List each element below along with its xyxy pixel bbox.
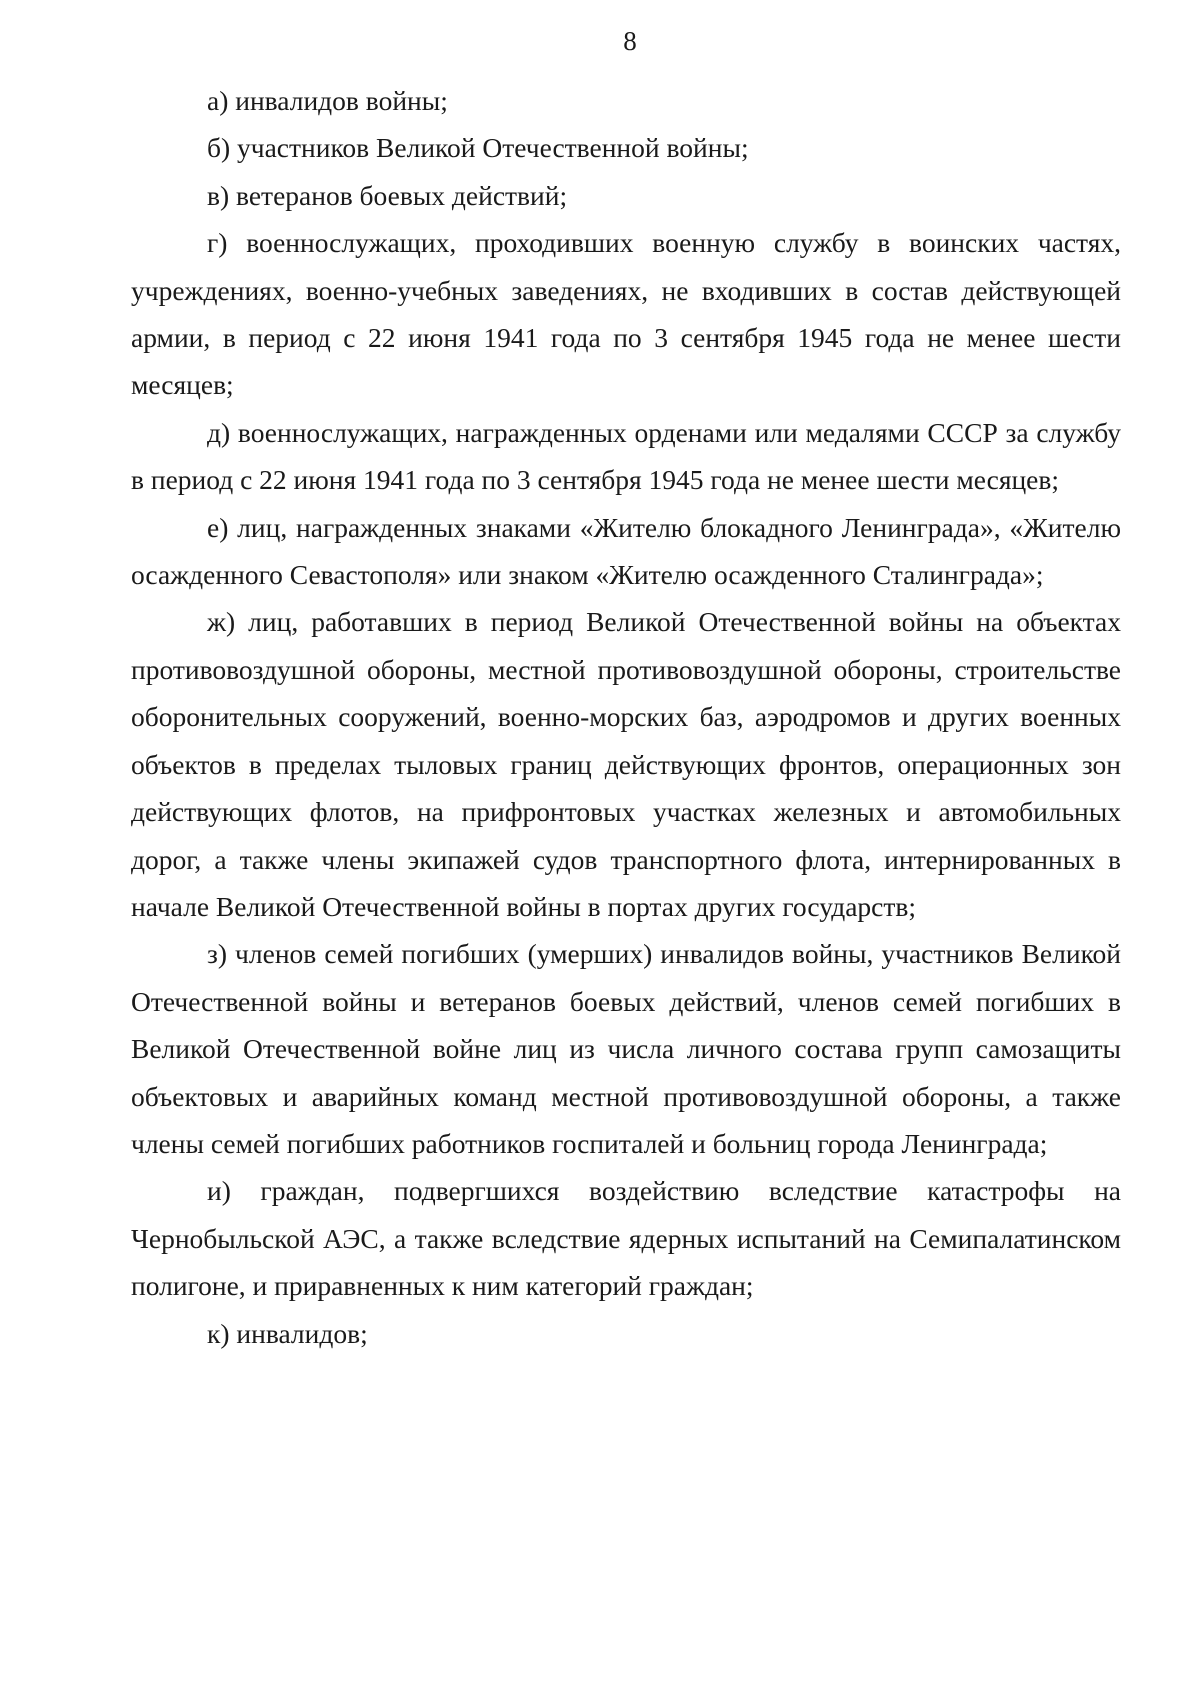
list-item-d: д) военнослужащих, награжденных орденами или медалями СССР за службу в период с 22 июня 1941 года по 3 сентября 1945 года не менее шести месяцев; [131, 416, 1121, 496]
document-body [131, 77, 1121, 1357]
list-item-e: е) лиц, награжденных знаками «Жителю блокадного Ленинграда», «Жителю осажденного Севастополя» или знаком «Жителю осажденного Сталинграда»; [131, 511, 1121, 591]
list-item-k: к) инвалидов; [207, 1317, 368, 1349]
list-item-a: а) инвалидов войны; [207, 85, 448, 116]
list-item-g: г) военнослужащих, проходивших военную службу в воинских частях, учреждениях, военно-учебных заведениях, не входивших в состав действующей армии, в период с 22 июня 1941 года по 3 сентября 1945 года не менее шести месяцев; [131, 227, 1121, 401]
list-item-v: в) ветеранов боевых действий; [207, 179, 568, 211]
list-item-zh: ж) лиц, работавших в период Великой Отечественной войны на объектах противовоздушной обороны, местной противовоздушной обороны, строительстве оборонительных сооружений, военно-морских баз, аэродромов и других военных объектов в пределах тыловых границ действующих фронтов, операционных зон действующих флотов, на прифронтовых участках железных и автомобильных дорог, а также члены экипажей судов транспортного флота, интернированных в начале Великой Отечественной войны в портах других государств; [131, 606, 1121, 922]
list-item-b: б) участников Великой Отечественной войны; [207, 132, 749, 164]
list-item-i: и) граждан, подвергшихся воздействию вследствие катастрофы на Чернобыльской АЭС, а также вследствие ядерных испытаний на Семипалатинском полигоне, и приравненных к ним категорий граждан; [131, 1175, 1121, 1302]
page-number: 8 [623, 26, 637, 56]
list-item-z: з) членов семей погибших (умерших) инвалидов войны, участников Великой Отечественной войны и ветеранов боевых действий, членов семей погибших в Великой Отечественной войне лиц из числа личного состава групп самозащиты объектовых и аварийных команд местной противовоздушной обороны, а также члены семей погибших работников госпиталей и больниц города Ленинграда; [131, 938, 1121, 1159]
